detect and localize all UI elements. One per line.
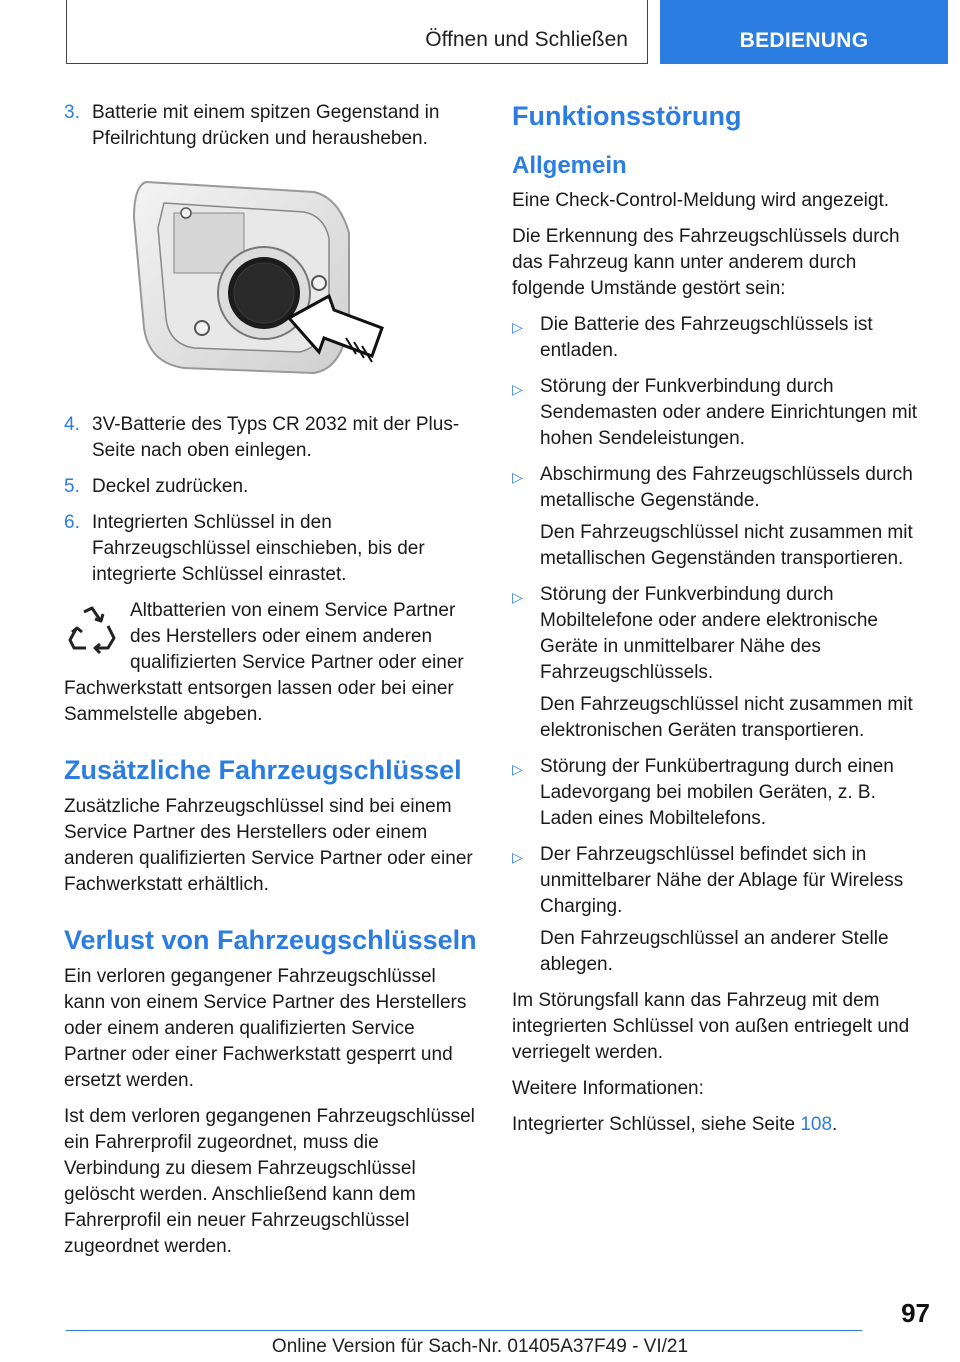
page-number: 97 — [901, 1298, 930, 1328]
intro-text-1: Eine Check-Control-Meldung wird angezeigt. — [512, 190, 890, 211]
triangle-bullet-icon: ▷ — [512, 761, 523, 777]
lost-keys-text-2: Ist dem verloren gegangenen Fahrzeugschlüssel ein Fahrerprofil zugeordnet, muss die Verbindung zu diesem Fahrzeugschlüssel gelöscht werden. Anschließend kann dem Fahrerprofil ein neuer Fahrzeugschlüssel zugeordnet werden. — [64, 1106, 475, 1257]
recycling-note — [64, 598, 478, 728]
steps-list-a — [64, 100, 478, 152]
list-item-text: Der Fahrzeugschlüssel befindet sich in unmittelbarer Nähe der Ablage für Wireless Charging. — [540, 844, 904, 917]
right-column — [512, 100, 930, 1148]
list-item-body — [540, 312, 930, 364]
recycling-note-text: Altbatterien von einem Service Partner des Herstellers oder einem anderen qualifizierten Service Partner oder einer Fachwerkstatt entsorgen lassen oder bei einer Sammelstelle abgeben. — [64, 600, 464, 725]
header-section-title: Öffnen und Schließen — [425, 28, 628, 51]
list-item-text: Störung der Funkverbindung durch Sendemasten oder andere Einrichtungen mit hohen Sendeleistungen. — [540, 376, 918, 449]
reference-text: Integrierter Schlüssel, siehe Seite — [512, 1114, 801, 1135]
lost-keys-text-1: Ein verloren gegangener Fahrzeugschlüssel kann von einem Service Partner des Herstellers oder einem anderen qualifizierten Service Partner oder einer Fachwerkstatt gesperrt und ersetzt werden. — [64, 966, 467, 1091]
lost-keys-heading: Verlust von Fahrzeugschlüsseln — [64, 925, 477, 955]
step-text: 3V-Batterie des Typs CR 2032 mit der Plus-Seite nach oben einlegen. — [92, 414, 460, 461]
step-number: 3. — [64, 102, 80, 123]
outro-text-2: Weitere Informationen: — [512, 1078, 704, 1099]
footer-version-text: Online Version für Sach-Nr. 01405A37F49 - VI/21 — [271, 1336, 689, 1357]
step-text: Integrierten Schlüssel in den Fahrzeugschlüssel einschieben, bis der integrierte Schlüssel einrastet. — [92, 512, 425, 585]
list-item — [512, 374, 930, 452]
list-item-text: Die Batterie des Fahrzeugschlüssels ist entladen. — [540, 314, 873, 361]
list-item-text: Störung der Funkverbindung durch Mobiltelefone oder andere elektronische Geräte in unmittelbarer Nähe des Fahrzeugschlüssels. — [540, 584, 878, 683]
malfunction-heading: Funktionsstörung — [512, 101, 742, 131]
step-number: 6. — [64, 512, 80, 533]
extra-keys-heading: Zusätzliche Fahrzeugschlüssel — [64, 755, 462, 785]
list-item — [512, 582, 930, 744]
step-number: 4. — [64, 414, 80, 435]
outro-text-1: Im Störungsfall kann das Fahrzeug mit dem integrierten Schlüssel von außen entriegelt und verriegelt werden. — [512, 990, 910, 1063]
step-item — [64, 474, 478, 500]
recycle-icon — [64, 602, 120, 658]
header-chapter-tab[interactable]: BEDIENUNG — [660, 0, 948, 64]
extra-keys-text: Zusätzliche Fahrzeugschlüssel sind bei einem Service Partner des Herstellers oder einem anderen qualifizierten Service Partner oder einer Fachwerkstatt erhältlich. — [64, 796, 473, 895]
reference-line — [512, 1112, 930, 1138]
left-column — [64, 100, 478, 1270]
triangle-bullet-icon: ▷ — [512, 319, 523, 335]
triangle-bullet-icon: ▷ — [512, 381, 523, 397]
list-item-note: Den Fahrzeugschlüssel nicht zusammen mit elektronischen Geräten transportieren. — [540, 694, 913, 741]
list-item — [512, 842, 930, 978]
step-item — [64, 412, 478, 464]
list-item — [512, 462, 930, 572]
list-item — [512, 754, 930, 832]
list-item-body — [540, 582, 930, 744]
triangle-bullet-icon: ▷ — [512, 469, 523, 485]
malfunction-causes-list — [512, 312, 930, 978]
list-item-note: Den Fahrzeugschlüssel nicht zusammen mit metallischen Gegenständen transportieren. — [540, 522, 913, 569]
step-item — [64, 510, 478, 588]
step-number: 5. — [64, 476, 80, 497]
list-item-body — [540, 462, 930, 572]
list-item-body — [540, 754, 930, 832]
list-item — [512, 312, 930, 364]
reference-page-link[interactable]: 108 — [800, 1114, 833, 1135]
step-item — [64, 100, 478, 152]
general-subheading: Allgemein — [512, 152, 627, 179]
key-battery-illustration — [124, 178, 424, 384]
triangle-bullet-icon: ▷ — [512, 849, 523, 865]
list-item-text: Störung der Funkübertragung durch einen Ladevorgang bei mobilen Geräten, z. B. Laden eines Mobiltelefons. — [540, 756, 894, 829]
list-item-body — [540, 374, 930, 452]
step-text: Batterie mit einem spitzen Gegenstand in Pfeilrichtung drücken und herausheben. — [92, 102, 440, 149]
list-item-body — [540, 842, 930, 978]
steps-list-b — [64, 412, 478, 588]
list-item-note: Den Fahrzeugschlüssel an anderer Stelle ablegen. — [540, 928, 889, 975]
list-item-text: Abschirmung des Fahrzeugschlüssels durch metallische Gegenstände. — [540, 464, 913, 511]
intro-text-2: Die Erkennung des Fahrzeugschlüssels durch das Fahrzeug kann unter anderem durch folgende Umstände gestört sein: — [512, 226, 900, 299]
triangle-bullet-icon: ▷ — [512, 589, 523, 605]
reference-end: . — [832, 1114, 838, 1135]
step-text: Deckel zudrücken. — [92, 476, 249, 497]
footer-divider — [66, 1330, 862, 1331]
